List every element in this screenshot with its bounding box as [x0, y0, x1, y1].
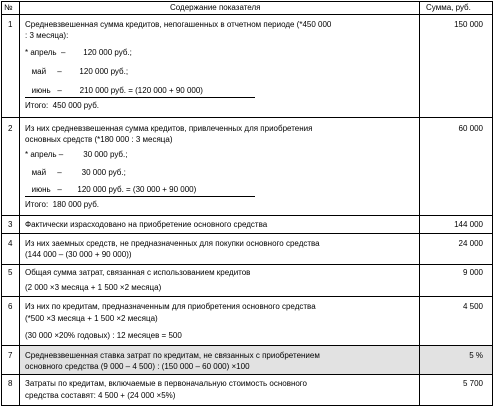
row-number: 7	[8, 351, 13, 360]
row-number: 5	[8, 268, 13, 277]
row-number: 8	[8, 379, 13, 388]
row-text-line: Из них средневзвешенная сумма кредитов, привлеченных для приобретения	[25, 124, 313, 133]
row-text-line: основного средства (9 000 – 4 500) : (150 000 – 60 000) ×100	[25, 362, 250, 371]
header-sum: Сумма, руб.	[426, 3, 471, 12]
row-text-line: Итого: 180 000 руб.	[25, 200, 100, 209]
row-sum: 24 000	[458, 239, 483, 248]
row-number: 1	[8, 20, 13, 29]
row-text-line: июнь – 210 000 руб. = (120 000 + 90 000)	[25, 86, 203, 95]
row-text-line: (*500 ×3 месяца + 1 500 ×2 месяца)	[25, 314, 158, 323]
row-text-line: (144 000 – (30 000 + 90 000))	[25, 250, 132, 259]
row-text-line: * апрель – 30 000 руб.;	[25, 150, 128, 159]
table-border-left	[1, 1, 2, 406]
row-text-line: средства составят: 4 500 + (24 000 ×5%)	[25, 391, 176, 400]
row-text-line: Средневзвешенная сумма кредитов, непогашенных в отчетном периоде (*450 000	[25, 20, 332, 29]
row-text-line: Из них по кредитам, предназначенным для приобретения основного средства	[25, 302, 316, 311]
row-text-line: : 3 месяца):	[25, 31, 69, 40]
header-content: Содержание показателя	[170, 3, 261, 12]
row-text-line: * апрель – 120 000 руб.;	[25, 48, 132, 57]
header-number: №	[4, 3, 13, 12]
row-text-line: (30 000 ×20% годовых) : 12 месяцев = 500	[25, 331, 182, 340]
row-text-line: (2 000 ×3 месяца + 1 500 ×2 месяца)	[25, 283, 162, 292]
sum-underline	[25, 97, 255, 98]
row-sum: 5 700	[462, 379, 483, 388]
row-text-line: Затраты по кредитам, включаемые в первоначальную стоимость основного	[25, 379, 307, 388]
row-number: 2	[8, 124, 13, 133]
row-text-line: май – 120 000 руб.;	[25, 67, 129, 76]
row-sum: 60 000	[458, 124, 483, 133]
row-text-line: Итого: 450 000 руб.	[25, 101, 100, 110]
row-sum: 144 000	[454, 220, 483, 229]
row-text-line: Общая сумма затрат, связанная с использованием кредитов	[25, 268, 251, 277]
row-sum: 4 500	[462, 302, 483, 311]
row-text-line: Из них заемных средств, не предназначенных для покупки основного средства	[25, 239, 320, 248]
row-text-line: Фактически израсходовано на приобретение основного средства	[25, 220, 268, 229]
row-sum: 150 000	[454, 20, 483, 29]
row-number: 4	[8, 239, 13, 248]
row-sum: 9 000	[462, 268, 483, 277]
sum-underline	[25, 196, 255, 197]
row-sum: 5 %	[469, 351, 483, 360]
row-text-line: основных средств (*180 000 : 3 месяца)	[25, 135, 173, 144]
row-text-line: май – 30 000 руб.;	[25, 168, 126, 177]
column-separator	[19, 1, 20, 406]
row-text-line: Средневзвешенная ставка затрат по кредитам, не связанных с приобретением	[25, 351, 320, 360]
row-number: 3	[8, 220, 13, 229]
row-number: 6	[8, 302, 13, 311]
row-text-line: июнь – 120 000 руб. = (30 000 + 90 000)	[25, 185, 197, 194]
column-separator	[419, 1, 420, 406]
